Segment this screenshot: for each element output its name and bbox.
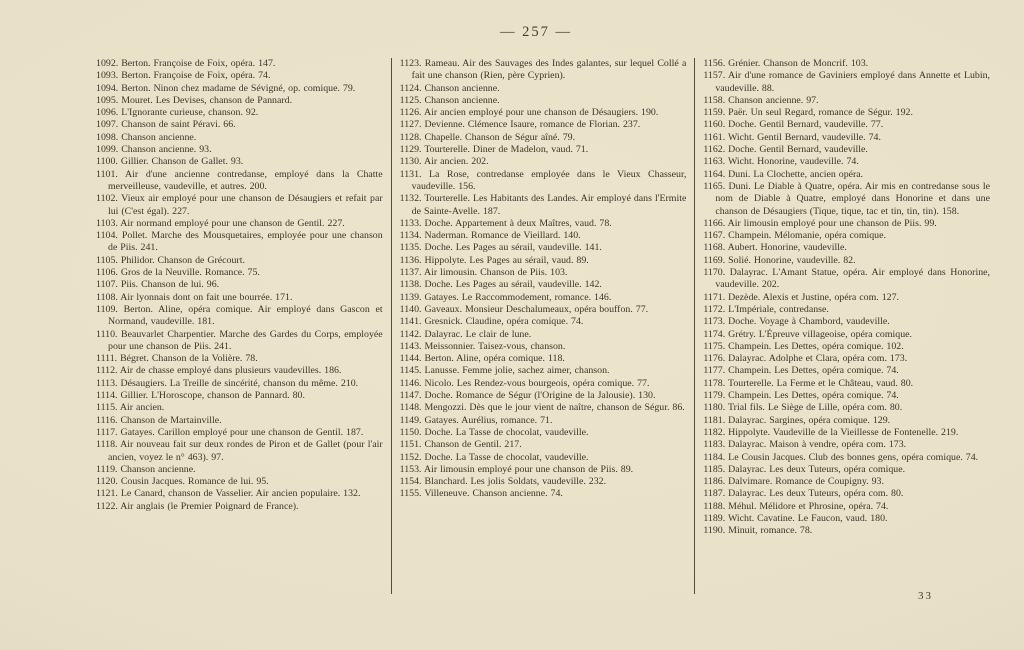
index-entry: 1140. Gaveaux. Monsieur Deschalumeaux, opéra bouffon. 77. bbox=[399, 303, 649, 315]
index-entry: 1130. Air ancien. 202. bbox=[399, 156, 489, 168]
index-entry: 1096. L'Ignorante curieuse, chanson. 92. bbox=[96, 107, 259, 119]
column-3 bbox=[694, 58, 990, 594]
index-entry: 1186. Dalvimare. Romance de Coupigny. 93. bbox=[703, 476, 884, 488]
index-entry: 1107. Piis. Chanson de lui. 96. bbox=[96, 279, 220, 291]
index-entry: 1187. Dalayrac. Les deux Tuteurs, opéra com. 80. bbox=[703, 488, 904, 500]
index-entry: 1183. Dalayrac. Maison à vendre, opéra com. 173. bbox=[703, 439, 907, 451]
index-entry: 1094. Berton. Ninon chez madame de Sévigné, op. comique. 79. bbox=[96, 82, 356, 94]
index-entry: 1135. Doche. Les Pages au sérail, vaudeville. 141. bbox=[399, 242, 602, 254]
index-entry: 1102. Vieux air employé pour une chanson de Désaugiers et refait par lui (C'est égal). 227. bbox=[96, 193, 383, 217]
index-entry: 1143. Meissonnier. Taisez-vous, chanson. bbox=[399, 340, 566, 352]
index-entry: 1172. L'Impériale, contredanse. bbox=[703, 303, 829, 315]
index-entry: 1110. Beauvarlet Charpentier. Marche des Gardes du Corps, employée pour une chanson de Piis. 241. bbox=[96, 328, 383, 352]
index-entry: 1115. Air ancien. bbox=[96, 402, 165, 414]
index-entry: 1142. Dalayrac. Le clair de lune. bbox=[399, 328, 532, 340]
index-entry: 1126. Air ancien employé pour une chanson de Désaugiers. 190. bbox=[399, 107, 659, 119]
index-entry: 1134. Naderman. Romance de Vieillard. 140. bbox=[399, 230, 581, 242]
index-entry: 1161. Wicht. Gentil Bernard, vaudeville. 74. bbox=[703, 131, 881, 143]
index-entry: 1105. Philidor. Chanson de Grécourt. bbox=[96, 254, 245, 266]
index-entry: 1097. Chanson de saint Péravi. 66. bbox=[96, 119, 236, 131]
index-entry: 1123. Rameau. Air des Sauvages des Indes galantes, sur lequel Collé a fait une chanson (Rien, père Cyprien). bbox=[399, 58, 687, 82]
index-entry: 1131. La Rose, contredanse employée dans le Vieux Chasseur, vaudeville. 156. bbox=[399, 168, 687, 192]
index-entry: 1136. Hippolyte. Les Pages au sérail, vaud. 89. bbox=[399, 254, 589, 266]
index-entry: 1111. Bégret. Chanson de la Volière. 78. bbox=[96, 353, 258, 365]
index-entry: 1154. Blanchard. Les jolis Soldats, vaudeville. 232. bbox=[399, 476, 607, 488]
index-entry: 1121. Le Canard, chanson de Vasselier. Air ancien populaire. 132. bbox=[96, 488, 361, 500]
index-entry: 1162. Doche. Gentil Bernard, vaudeville. bbox=[703, 144, 868, 156]
index-entry: 1173. Doche. Voyage à Chambord, vaudeville. bbox=[703, 316, 890, 328]
index-entry: 1100. Gillier. Chanson de Gallet. 93. bbox=[96, 156, 244, 168]
index-entry: 1158. Chanson ancienne. 97. bbox=[703, 94, 819, 106]
index-entry: 1185. Dalayrac. Les deux Tuteurs, opéra comique. bbox=[703, 463, 906, 475]
index-entry: 1101. Air d'une ancienne contredanse, employé dans la Chatte merveilleuse, vaudeville, et autres. 200. bbox=[96, 168, 383, 192]
index-entry: 1144. Berton. Aline, opéra comique. 118. bbox=[399, 353, 565, 365]
index-entry: 1108. Air lyonnais dont on fait une bourrée. 171. bbox=[96, 291, 293, 303]
index-entry: 1116. Chanson de Martainville. bbox=[96, 414, 222, 426]
index-entry: 1189. Wicht. Cavatine. Le Faucon, vaud. 180. bbox=[703, 512, 888, 524]
index-entry: 1176. Dalayrac. Adolphe et Clara, opéra com. 173. bbox=[703, 353, 908, 365]
column-1 bbox=[96, 58, 383, 594]
index-entry: 1151. Chanson de Gentil. 217. bbox=[399, 439, 522, 451]
index-entry: 1133. Doche. Appartement à deux Maîtres, vaud. 78. bbox=[399, 217, 612, 229]
index-entry: 1174. Grétry. L'Épreuve villageoise, opéra comique. bbox=[703, 328, 912, 340]
index-entry: 1120. Cousin Jacques. Romance de lui. 95. bbox=[96, 476, 269, 488]
index-entry: 1165. Duni. Le Diable à Quatre, opéra. Air mis en contredanse sous le nom de Diable à Quatre, employé dans Honorine et dans une chanson de Désaugiers (Tique, tique, tac et tin, tin, tin). 158. bbox=[703, 180, 991, 217]
index-entry: 1113. Désaugiers. La Treille de sincérité, chanson du même. 210. bbox=[96, 377, 359, 389]
index-entry: 1153. Air limousin employé pour une chanson de Piis. 89. bbox=[399, 463, 634, 475]
index-entry: 1164. Duni. La Clochette, ancien opéra. bbox=[703, 168, 864, 180]
index-entry: 1152. Doche. La Tasse de chocolat, vaudeville. bbox=[399, 451, 589, 463]
index-entry: 1125. Chanson ancienne. bbox=[399, 94, 500, 106]
index-entry: 1190. Minuit, romance. 78. bbox=[703, 525, 813, 537]
index-entry: 1146. Nicolo. Les Rendez-vous bourgeois, opéra comique. 77. bbox=[399, 377, 650, 389]
index-entry: 1109. Berton. Aline, opéra comique. Air employé dans Gascon et Normand, vaudeville. 181. bbox=[96, 303, 383, 328]
index-entry: 1104. Pollet. Marche des Mousquetaires, employée pour une chanson de Piis. 241. bbox=[96, 230, 383, 254]
signature-mark: 33 bbox=[918, 590, 933, 602]
text-columns bbox=[96, 58, 990, 594]
index-entry: 1179. Champein. Les Dettes, opéra comique. 74. bbox=[703, 390, 899, 402]
index-entry: 1112. Air de chasse employé dans plusieurs vaudevilles. 186. bbox=[96, 365, 342, 377]
page-number-header: — 257 — bbox=[500, 24, 572, 40]
index-entry: 1145. Lanusse. Femme jolie, sachez aimer, chanson. bbox=[399, 365, 610, 377]
column-2 bbox=[391, 58, 687, 594]
index-entry: 1117. Gatayes. Carillon employé pour une chanson de Gentil. 187. bbox=[96, 426, 364, 438]
index-entry: 1093. Berton. Françoise de Foix, opéra. 74. bbox=[96, 70, 271, 82]
index-entry: 1168. Aubert. Honorine, vaudeville. bbox=[703, 242, 847, 254]
index-entry: 1163. Wicht. Honorine, vaudeville. 74. bbox=[703, 156, 859, 168]
index-entry: 1147. Doche. Romance de Ségur (l'Origine de la Jalousie). 130. bbox=[399, 390, 656, 402]
index-entry: 1129. Tourterelle. Diner de Madelon, vaud. 71. bbox=[399, 144, 589, 156]
index-entry: 1150. Doche. La Tasse de chocolat, vaudeville. bbox=[399, 426, 589, 438]
index-entry: 1178. Tourterelle. La Ferme et le Château, vaud. 80. bbox=[703, 377, 914, 389]
index-entry: 1119. Chanson ancienne. bbox=[96, 463, 196, 475]
index-entry: 1141. Gresnick. Claudine, opéra comique. 74. bbox=[399, 316, 584, 328]
index-entry: 1182. Hippolyte. Vaudeville de la Vieillesse de Fontenelle. 219. bbox=[703, 426, 959, 438]
index-entry: 1124. Chanson ancienne. bbox=[399, 82, 500, 94]
index-entry: 1167. Champein. Mélomanie, opéra comique. bbox=[703, 230, 886, 242]
index-entry: 1159. Paër. Un seul Regard, romance de Ségur. 192. bbox=[703, 107, 913, 119]
index-entry: 1122. Air anglais (le Premier Poignard de France). bbox=[96, 500, 299, 512]
index-entry: 1138. Doche. Les Pages au sérail, vaudeville. 142. bbox=[399, 279, 602, 291]
index-entry: 1128. Chapelle. Chanson de Ségur aîné. 79. bbox=[399, 131, 576, 143]
index-entry: 1118. Air nouveau fait sur deux rondes de Piron et de Gallet (pour l'air ancien, voyez le n° 463). 97. bbox=[96, 439, 383, 463]
index-entry: 1092. Berton. Françoise de Foix, opéra. 147. bbox=[96, 58, 276, 69]
index-entry: 1188. Méhul. Mélidore et Phrosine, opéra. 74. bbox=[703, 500, 889, 512]
index-entry: 1106. Gros de la Neuville. Romance. 75. bbox=[96, 267, 260, 279]
index-entry: 1160. Doche. Gentil Bernard, vaudeville. 77. bbox=[703, 119, 884, 131]
index-entry: 1114. Gillier. L'Horoscope, chanson de Pannard. 80. bbox=[96, 390, 305, 402]
index-entry: 1171. Dezède. Alexis et Justine, opéra com. 127. bbox=[703, 291, 899, 303]
index-entry: 1127. Devienne. Clémence Isaure, romance de Florian. 237. bbox=[399, 119, 641, 131]
index-entry: 1175. Champein. Les Dettes, opéra comique. 102. bbox=[703, 340, 904, 352]
index-entry: 1095. Mouret. Les Devises, chanson de Pannard. bbox=[96, 94, 293, 106]
index-entry: 1149. Gatayes. Aurélius, romance. 71. bbox=[399, 414, 553, 426]
index-entry: 1166. Air limousin employé pour une chanson de Piis. 99. bbox=[703, 217, 937, 229]
index-entry: 1137. Air limousin. Chanson de Piis. 103. bbox=[399, 267, 568, 279]
index-entry: 1155. Villeneuve. Chanson ancienne. 74. bbox=[399, 488, 563, 500]
index-entry: 1098. Chanson ancienne. bbox=[96, 131, 197, 143]
index-entry: 1139. Gatayes. Le Raccommodement, romance. 146. bbox=[399, 291, 612, 303]
index-entry: 1099. Chanson ancienne. 93. bbox=[96, 144, 212, 156]
index-entry: 1169. Solié. Honorine, vaudeville. 82. bbox=[703, 254, 856, 266]
index-entry: 1103. Air normand employé pour une chanson de Gentil. 227. bbox=[96, 217, 345, 229]
index-entry: 1181. Dalayrac. Sargines, opéra comique. 129. bbox=[703, 414, 891, 426]
index-entry: 1170. Dalayrac. L'Amant Statue, opéra. Air employé dans Honorine, vaudeville. 202. bbox=[703, 267, 991, 291]
index-entry: 1148. Mengozzi. Dès que le jour vient de naître, chanson de Ségur. 86. bbox=[399, 402, 685, 414]
index-entry: 1157. Air d'une romance de Gaviniers employé dans Annette et Lubin, vaudeville. 88. bbox=[703, 70, 991, 94]
index-entry: 1132. Tourterelle. Les Habitants des Landes. Air employé dans l'Ermite de Sainte-Avelle. 187. bbox=[399, 193, 687, 217]
index-entry: 1184. Le Cousin Jacques. Club des bonnes gens, opéra comique. 74. bbox=[703, 451, 979, 463]
index-entry: 1180. Trial fils. Le Siège de Lille, opéra com. 80. bbox=[703, 402, 903, 414]
index-entry: 1156. Grénier. Chanson de Moncrif. 103. bbox=[703, 58, 869, 69]
index-entry: 1177. Champein. Les Dettes, opéra comique. 74. bbox=[703, 365, 899, 377]
